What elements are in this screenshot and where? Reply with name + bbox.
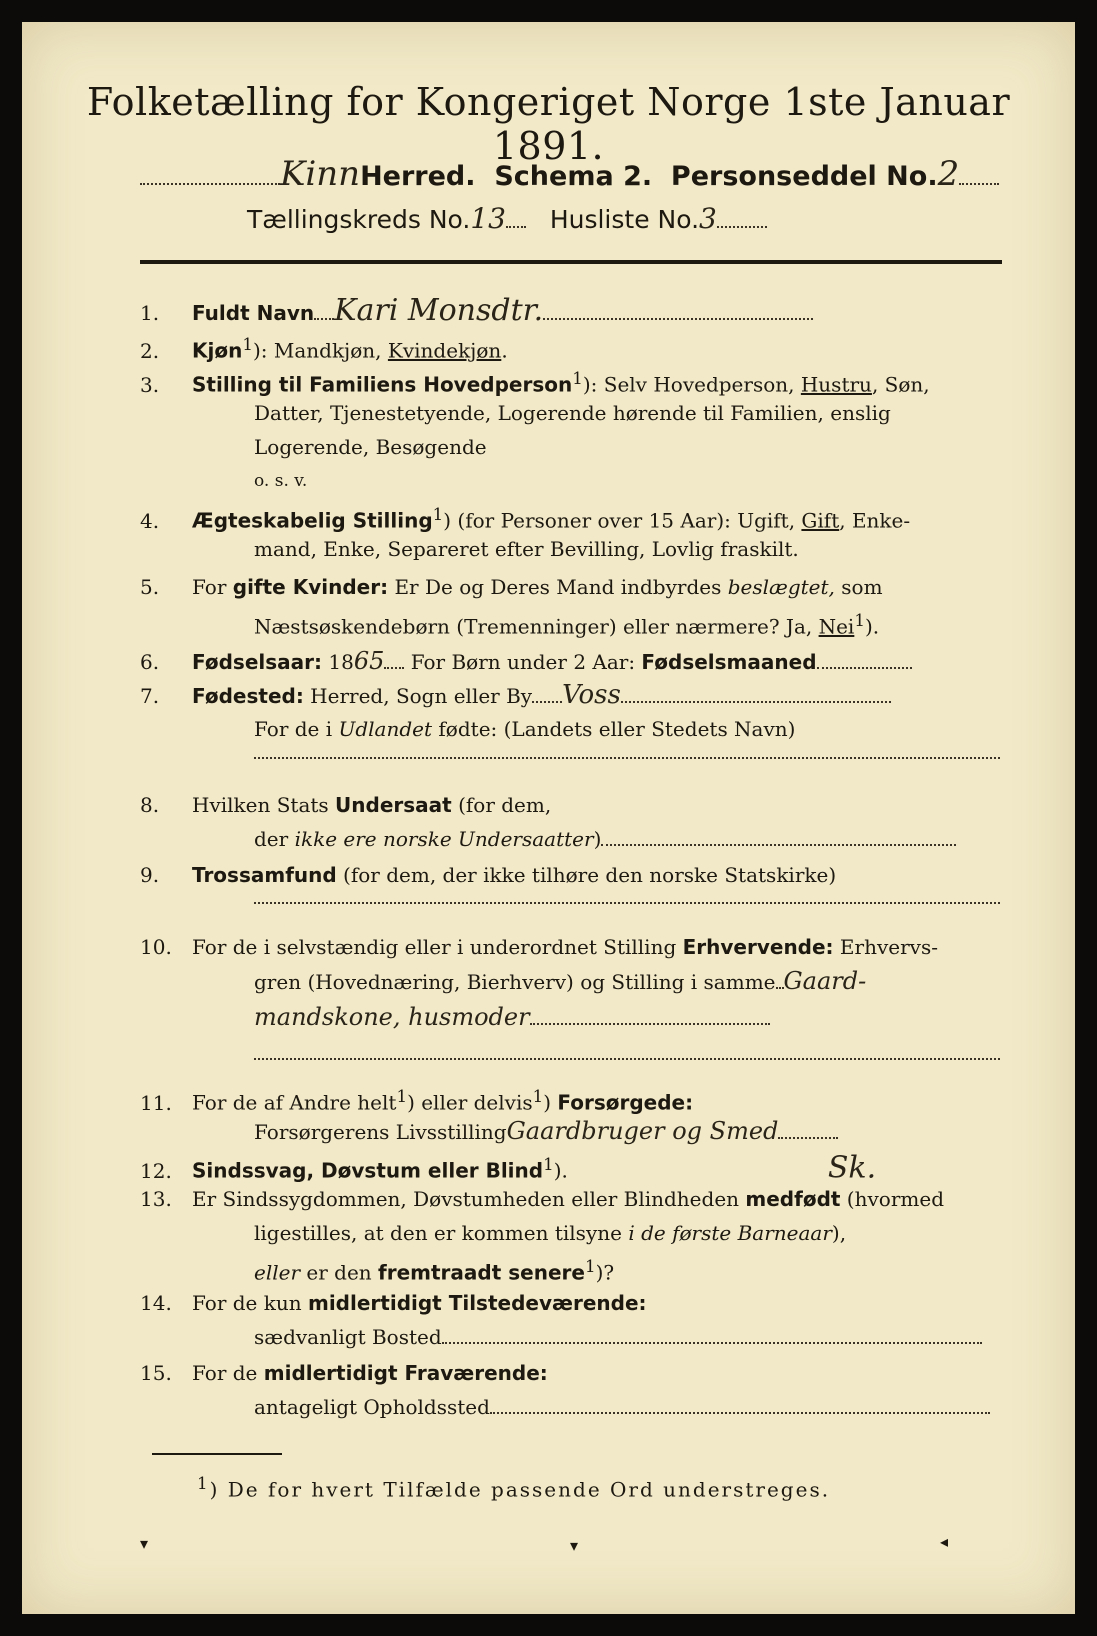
question-8: 8. Hvilken Stats Undersaat (for dem, [140, 793, 552, 817]
herred-label: Herred. [360, 161, 476, 192]
q12-value: Sk. [827, 1150, 877, 1186]
question-6: 6. Fødselsaar: 1865 For Børn under 2 Aar: Fødselsmaaned [140, 644, 1002, 679]
kreds-label: Tællingskreds No. [247, 205, 471, 234]
question-12: 12. Sindssvag, Døvstum eller Blind$^1$). Sk. [140, 1150, 877, 1186]
q10-value-2: mandskone, husmoder [254, 1003, 530, 1031]
question-11: 11. For de af Andre helt$^1$) eller delvis$^1$) Forsørgede: [140, 1087, 694, 1115]
q2-answer: Kvindekjøn [387, 338, 502, 363]
kreds-value: 13 [470, 202, 506, 235]
q7-value: Voss [562, 680, 621, 710]
question-15: 15. For de midlertidigt Fraværende: [140, 1361, 548, 1385]
q5-answer: Nei [818, 614, 855, 639]
q11-value: Gaardbruger og Smed [506, 1117, 779, 1145]
husliste-label: Husliste No. [549, 205, 700, 234]
form-title: Folketælling for Kongeriget Norge 1ste Januar 1891. [86, 80, 1011, 168]
personseddel-label: Personseddel No. [670, 161, 938, 192]
husliste-value: 3 [699, 202, 717, 235]
question-3: 3. Stilling til Familiens Hovedperson$^1$): Selv Hovedperson, Hustru, Søn, [140, 369, 930, 397]
question-13: 13. Er Sindssygdommen, Døvstumheden eller Blindheden medfødt (hvormed [140, 1187, 944, 1211]
header-rule [140, 260, 1002, 264]
question-7: 7. Fødested: Herred, Sogn eller By Voss [140, 678, 1002, 713]
census-form: Folketælling for Kongeriget Norge 1ste Januar 1891. KinnHerred. Schema 2. Personseddel No.2 Tællingskreds No.13 Husliste No.3 1. Fuldt Navn Kari Monsdtr. 2. Kjøn$^1$): Mandkjøn, Kvindekjøn. 3. Stilling til Familiens Hovedperson$^1$): Selv Hovedperson, Hustru, Søn, Datter, Tjenestetyende, Logerende hørende til Familien, enslig Logerende, Besøgende o. s. v. 4. Ægteskabelig Stilling$^1$) (for Personer over 15 Aar): Ugift, Gift, Enke- mand, Enke, Separeret efter Bevilling, Lovlig fraskilt. 5. For gifte Kvinder: Er De og Deres Mand indbyrdes beslægtet, som Næstsøskendebørn (Tremenninger) eller nærmere? Ja, Nei$^1$). 6. Fødselsaar: 1865 For Børn under 2 Aar: Fødselsmaaned 7. Fødested: Herred, Sogn eller By Voss For de i Udlandet fødte: (Landets eller Stedets Navn) 8. Hvilken Stats Undersaat (for dem, der ikke ere norske Undersaatter) 9. Trossamfund (for dem, der ikke tilhøre den norske Statskirke) 10. For de i selvstændig eller i underordnet Stilling Erhvervende: Erhvervs- gren (Hovednæring, Bierhverv) og Stilling i samme Gaard- mandskone, husmoder 11. For de af Andre helt$^1$) eller delvis$^1$) Forsørgede: Forsørgerens LivsstillingGaardbruger og Smed 12. Sindssvag, Døvstum eller Blind$^1$). Sk. 13. Er Sindssygdommen, Døvstumheden eller Blindheden medfødt (hvormed ligestilles, at den er kommen tilsyne i de første Barneaar), eller er den fremtraadt senere$^1$)? 14. For de kun midlertidigt Tilstedeværende: sædvanligt Bosted 15. For de midlertidigt Fraværende: antageligt Opholdssted $^1$) De for hvert Tilfælde passende Ord understreges. ▾ ▾ ◂ [22, 22, 1075, 1614]
binding-mark-icon: ▾ [140, 1534, 149, 1553]
question-14: 14. For de kun midlertidigt Tilstedeværende: [140, 1291, 647, 1315]
herred-line [140, 154, 999, 194]
binding-mark-icon: ◂ [940, 1532, 949, 1551]
q3-answer: Hustru [800, 372, 872, 397]
question-2: 2. Kjøn$^1$): Mandkjøn, Kvindekjøn. [140, 335, 508, 363]
question-9: 9. Trossamfund (for dem, der ikke tilhøre den norske Statskirke) [140, 863, 837, 887]
question-1: 1. Fuldt Navn Kari Monsdtr. [140, 294, 1002, 330]
footnote-rule [152, 1453, 282, 1455]
footnote: $^1$) De for hvert Tilfælde passende Ord understreges. [197, 1474, 831, 1502]
q4-answer: Gift [801, 508, 840, 533]
q6-value: 65 [353, 647, 385, 675]
question-10: 10. For de i selvstændig eller i underordnet Stilling Erhvervende: Erhvervs- [140, 935, 938, 959]
question-4: 4. Ægteskabelig Stilling$^1$) (for Personer over 15 Aar): Ugift, Gift, Enke- [140, 505, 911, 533]
binding-mark-icon: ▾ [570, 1536, 579, 1555]
q1-value: Kari Monsdtr. [334, 293, 544, 328]
question-5: 5. For gifte Kvinder: Er De og Deres Mand indbyrdes beslægtet, som [140, 575, 883, 599]
q1-label: Fuldt Navn [192, 301, 315, 325]
personseddel-value: 2 [937, 154, 960, 194]
q10-value-1: Gaard- [783, 967, 867, 995]
schema-label: Schema 2. [494, 161, 653, 192]
kreds-line [247, 202, 767, 235]
herred-value: Kinn [280, 154, 361, 194]
